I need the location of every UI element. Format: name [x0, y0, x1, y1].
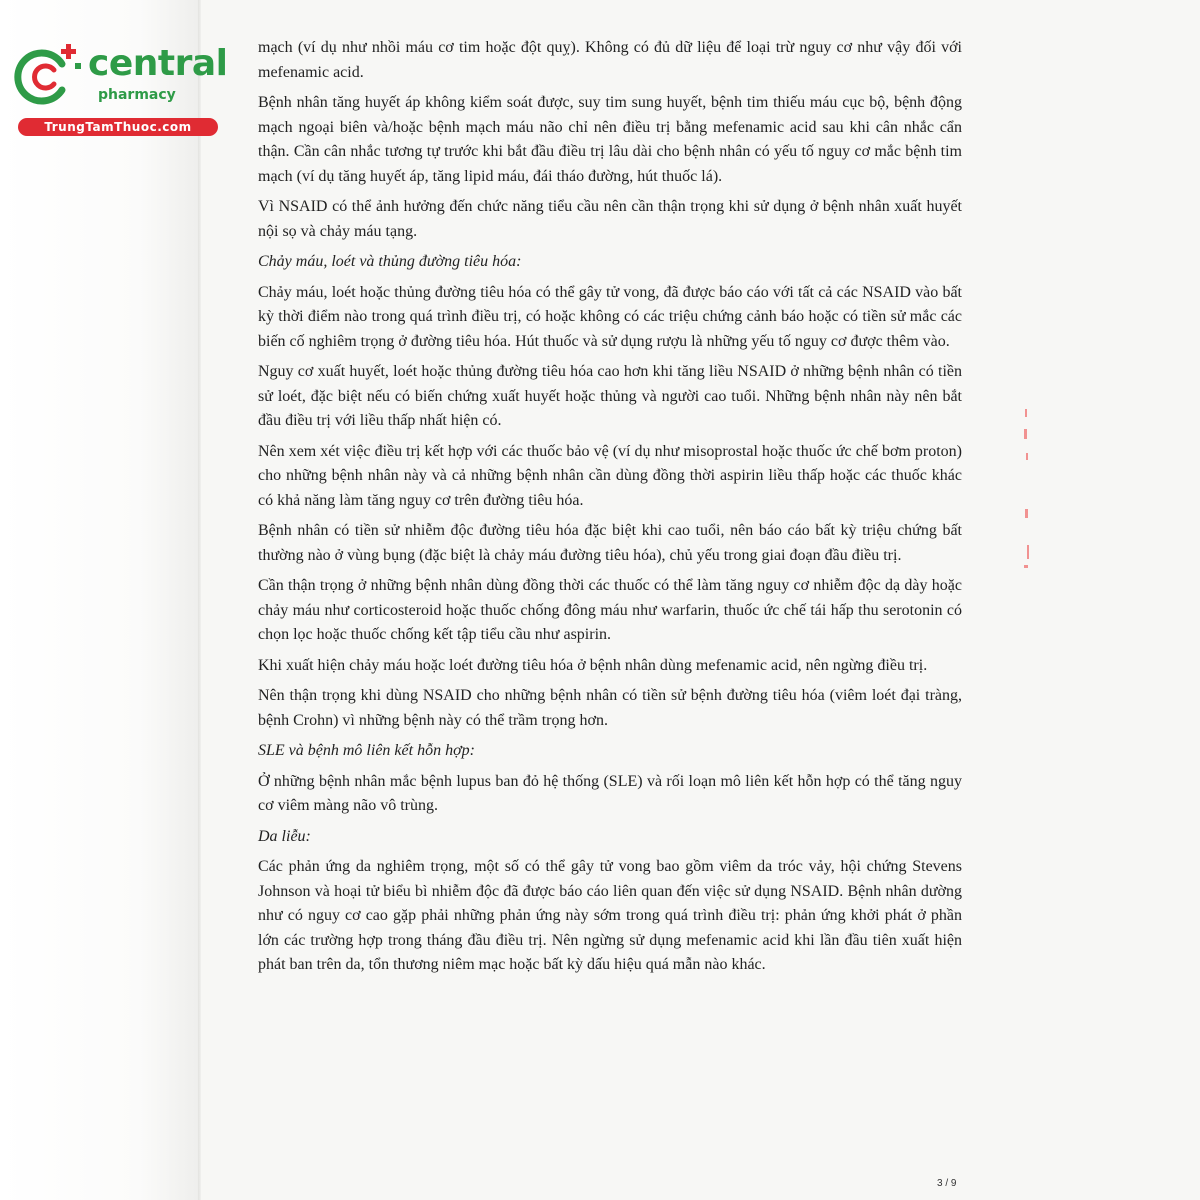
brand-subtitle: pharmacy [98, 87, 176, 103]
page-number: 3 / 9 [937, 1178, 957, 1189]
central-pharmacy-logo[interactable] [10, 40, 228, 140]
brand-website-link[interactable]: TrungTamThuoc.com [18, 118, 218, 136]
paragraph: Bệnh nhân tăng huyết áp không kiểm soát được, suy tim sung huyết, bệnh tim thiếu máu cục bộ, bệnh động mạch ngoại biên và/hoặc bệnh mạch máu não chỉ nên điều trị bằng mefenamic acid sau khi cân nhắc cẩn thận. Cần cân nhắc tương tự trước khi bắt đầu điều trị lâu dài cho bệnh nhân có yếu tố nguy cơ mắc bệnh tim mạch (ví dụ tăng huyết áp, tăng lipid máu, đái tháo đường, hút thuốc lá). [258, 94, 962, 185]
section-heading: Chảy máu, loét và thủng đường tiêu hóa: [258, 253, 522, 270]
paragraph: Nên thận trọng khi dùng NSAID cho những bệnh nhân có tiền sử bệnh đường tiêu hóa (viêm loét đại tràng, bệnh Crohn) vì những bệnh này có thể trầm trọng hơn. [258, 687, 962, 729]
paragraph: Nguy cơ xuất huyết, loét hoặc thủng đường tiêu hóa cao hơn khi tăng liều NSAID ở những bệnh nhân có tiền sử loét, đặc biệt nếu có biến chứng xuất huyết hoặc thủng và người cao tuổi. Những bệnh nhân này nên bắt đầu điều trị với liều thấp nhất hiện có. [258, 363, 962, 429]
paragraph: Ở những bệnh nhân mắc bệnh lupus ban đỏ hệ thống (SLE) và rối loạn mô liên kết hỗn hợp có thể tăng nguy cơ viêm màng não vô trùng. [258, 772, 962, 814]
document-body [258, 36, 962, 984]
paragraph: Các phản ứng da nghiêm trọng, một số có thể gây tử vong bao gồm viêm da tróc vảy, hội chứng Stevens Johnson và hoại tử biểu bì nhiễm độc đã được báo cáo liên quan đến việc sử dụng NSAID. Bệnh nhân dường như có nguy cơ cao gặp phải những phản ứng này sớm trong quá trình điều trị: phản ứng khởi phát ở phần lớn các trường hợp trong tháng đầu điều trị. Nên ngừng sử dụng mefenamic acid khi lần đầu tiên xuất hiện phát ban trên da, tổn thương niêm mạc hoặc bất kỳ dấu hiệu quá mẫn nào khác. [258, 858, 962, 973]
paragraph: Bệnh nhân có tiền sử nhiễm độc đường tiêu hóa đặc biệt khi cao tuổi, nên báo cáo bất kỳ triệu chứng bất thường nào ở vùng bụng (đặc biệt là chảy máu đường tiêu hóa), chủ yếu trong giai đoạn đầu điều trị. [258, 522, 962, 564]
pharmacy-cross-logo-icon [10, 40, 88, 110]
brand-name: central [88, 43, 228, 84]
paragraph: Cần thận trọng ở những bệnh nhân dùng đồng thời các thuốc có thể làm tăng nguy cơ nhiễm độc dạ dày hoặc chảy máu như corticosteroid hoặc thuốc chống đông máu như warfarin, thuốc ức chế tái hấp thu serotonin có chọn lọc hoặc thuốc chống kết tập tiểu cầu như aspirin. [258, 577, 962, 643]
page-left-margin [0, 0, 200, 1200]
paragraph: Khi xuất hiện chảy máu hoặc loét đường tiêu hóa ở bệnh nhân dùng mefenamic acid, nên ngừng điều trị. [258, 656, 928, 674]
section-heading: SLE và bệnh mô liên kết hỗn hợp: [258, 742, 475, 759]
paragraph: Chảy máu, loét hoặc thủng đường tiêu hóa có thể gây tử vong, đã được báo cáo với tất cả các NSAID vào bất kỳ thời điểm nào trong quá trình điều trị, có hoặc không có các triệu chứng cảnh báo hoặc có tiền sử mắc các biến cố nghiêm trọng ở đường tiêu hóa. Hút thuốc và sử dụng rượu là những yếu tố nguy cơ được thêm vào. [258, 283, 962, 350]
paragraph: mạch (ví dụ như nhồi máu cơ tim hoặc đột quỵ). Không có đủ dữ liệu để loại trừ nguy cơ như vậy đối với mefenamic acid. [258, 39, 962, 81]
red-stamp-marks-icon [1018, 405, 1034, 575]
paragraph: Vì NSAID có thể ảnh hưởng đến chức năng tiểu cầu nên cần thận trọng khi sử dụng ở bệnh nhân xuất huyết nội sọ và chảy máu tạng. [258, 198, 962, 240]
paragraph: Nên xem xét việc điều trị kết hợp với các thuốc bảo vệ (ví dụ như misoprostal hoặc thuốc ức chế bơm proton) cho những bệnh nhân này và cả những bệnh nhân cần dùng đồng thời aspirin liều thấp hoặc các thuốc khác có khả năng làm tăng nguy cơ trên đường tiêu hóa. [258, 442, 962, 509]
section-heading: Da liễu: [258, 827, 311, 845]
